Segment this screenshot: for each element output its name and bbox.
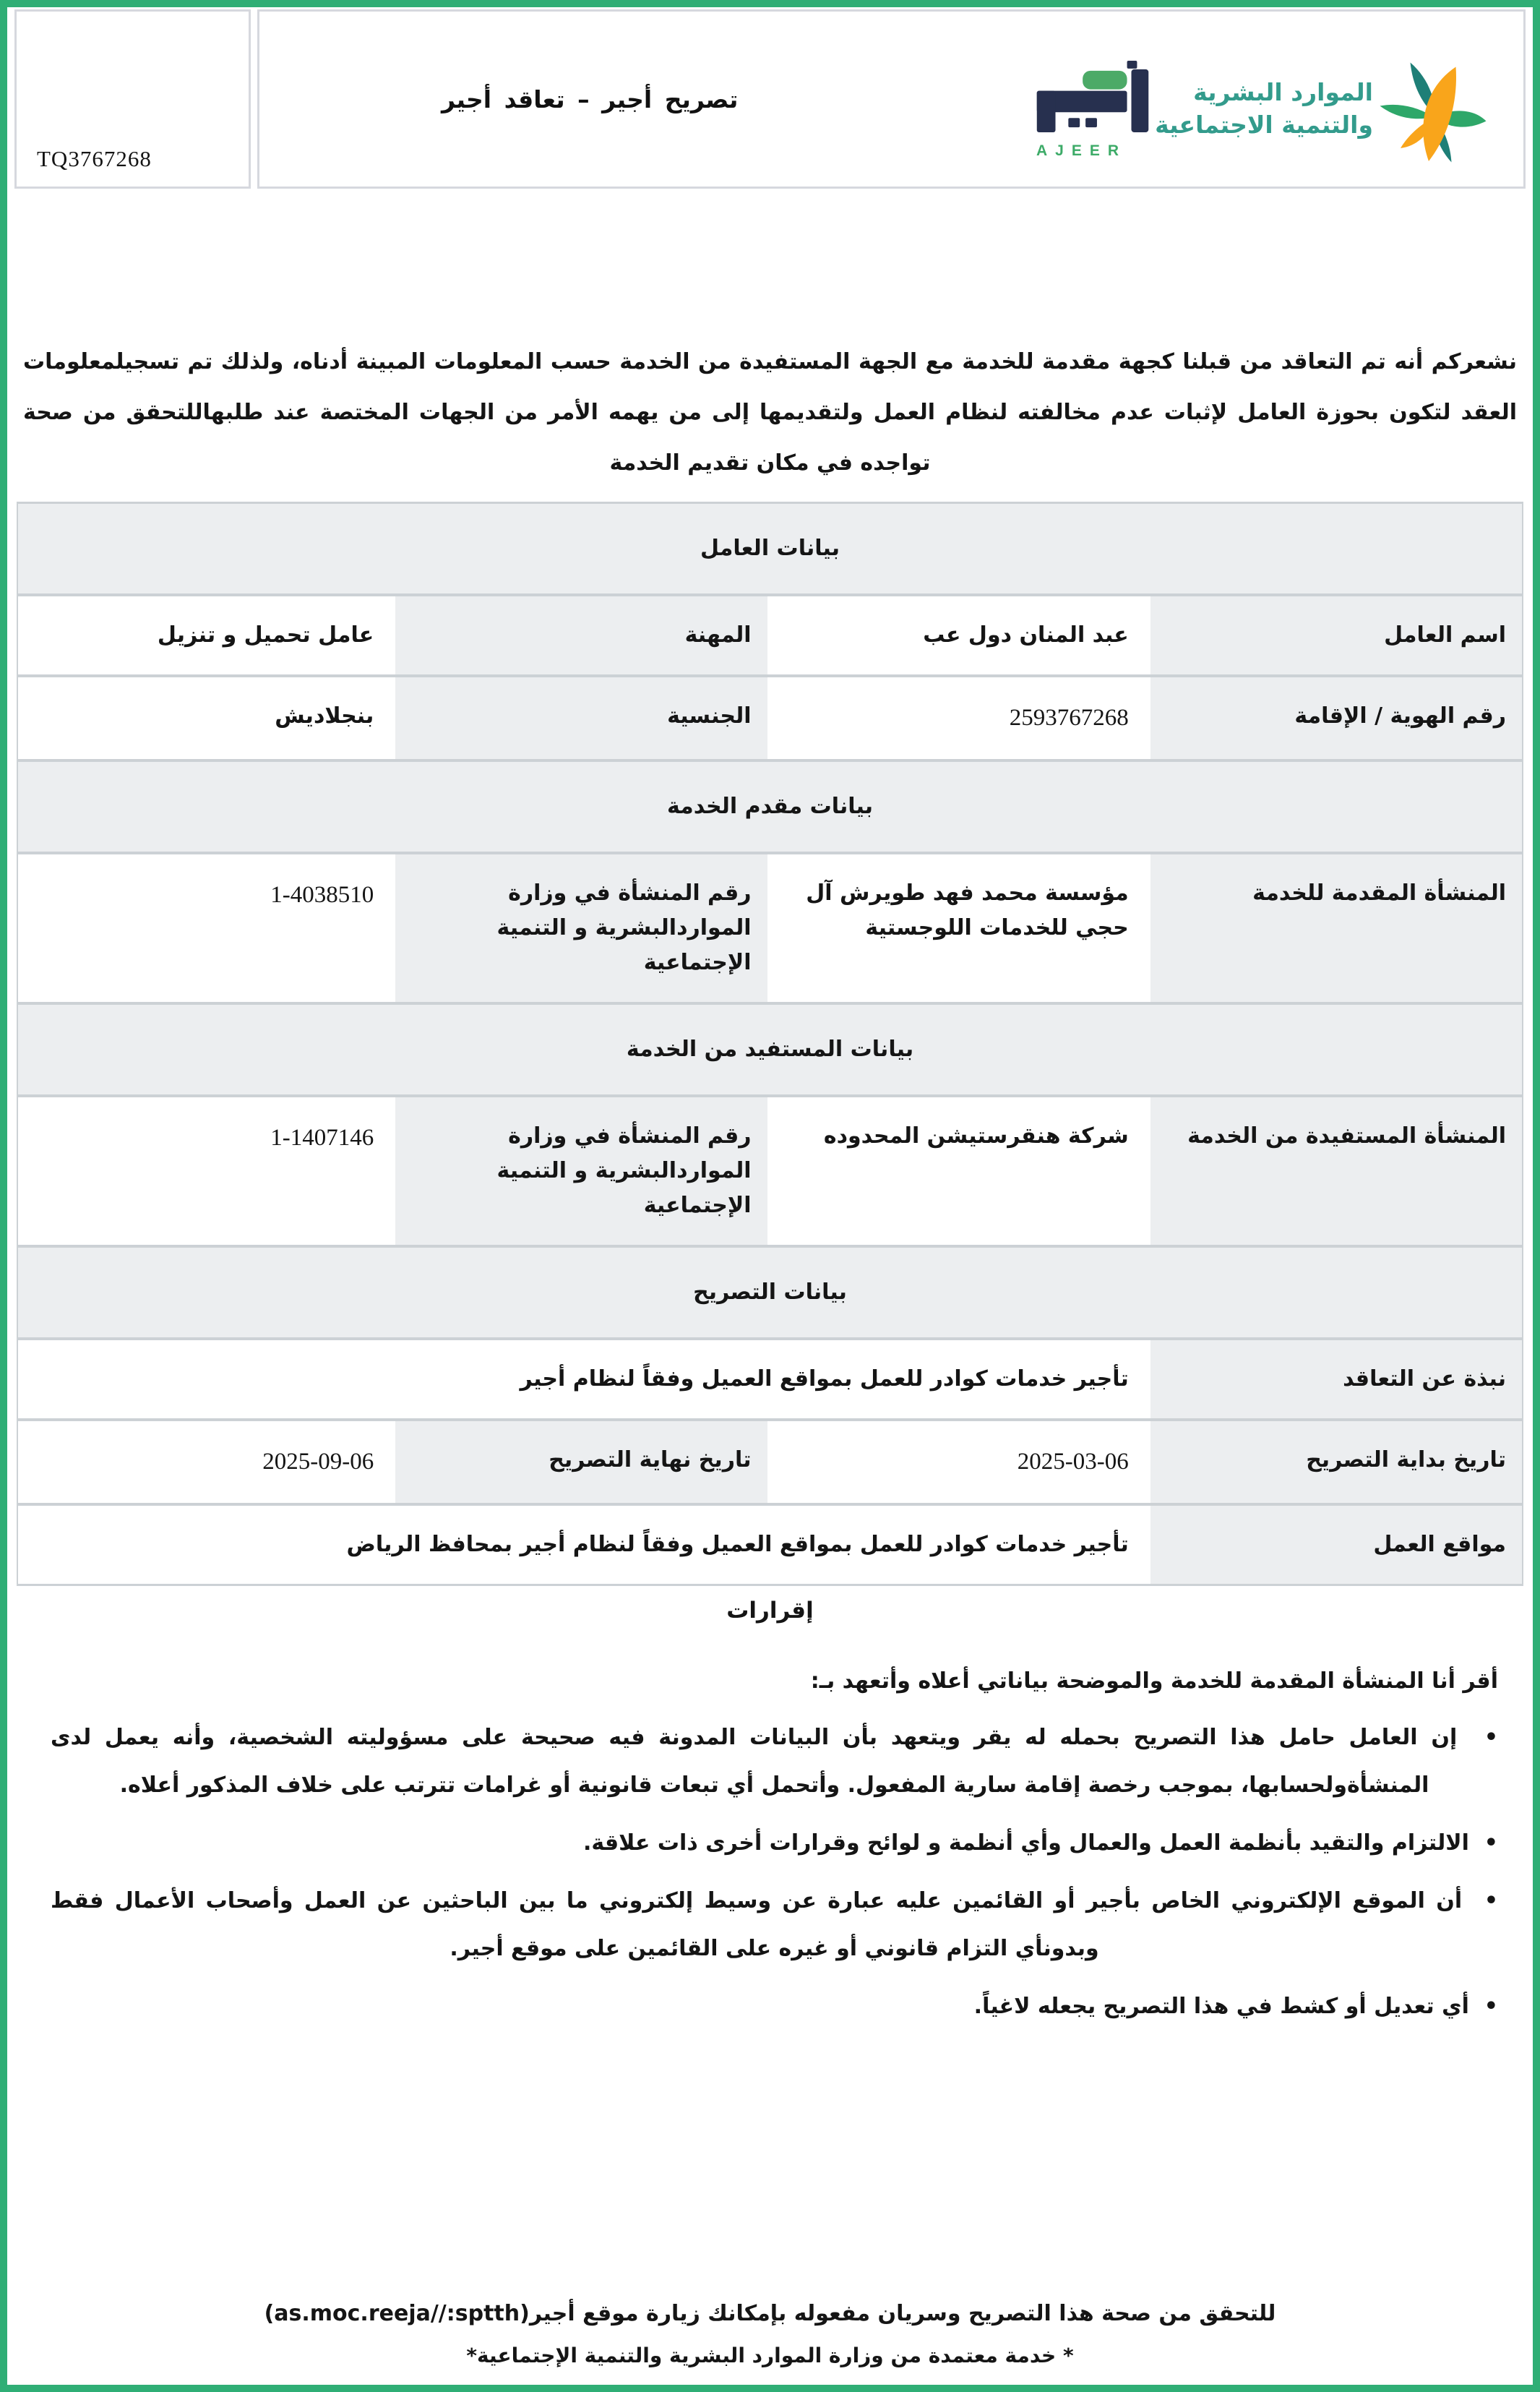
permit-locations-value: تأجير خدمات كوادر للعمل بمواقع العميل وفقاً لنظام أجير بمحافظ الرياض — [18, 1506, 1145, 1584]
declarations-title: إقرارات — [726, 1597, 814, 1624]
declarations-intro: أقر أنا المنشأة المقدمة للخدمة والموضحة بياناتي أعلاه وأتعهد بـ: — [810, 1668, 1498, 1694]
ministry-logo — [1155, 55, 1487, 163]
permit-about-value: تأجير خدمات كوادر للعمل بمواقع العميل وفقاً لنظام أجير — [18, 1340, 1145, 1418]
beneficiary-name-label: المنشأة المستفيدة من الخدمة — [1150, 1097, 1522, 1245]
worker-name-row — [18, 596, 1522, 674]
worker-nationality-value: بنجلاديش — [18, 677, 390, 759]
permit-number: TQ3767268 — [37, 146, 152, 171]
footer-verify-line: للتحقق من صحة هذا التصريح وسريان مفعوله بإمكانك زيارة موقع أجير(as.moc.reeja//:sptth) — [264, 2301, 1276, 2326]
footer-accredited-line: * خدمة معتمدة من وزارة الموارد البشرية والتنمية الإجتماعية* — [466, 2344, 1074, 2367]
ministry-name — [1155, 77, 1373, 141]
permit-end-value: 2025-09-06 — [18, 1421, 390, 1503]
ajeer-logo-text: AJEER — [1036, 142, 1127, 159]
declarations-list — [51, 1714, 1498, 2031]
footer — [7, 2301, 1533, 2367]
beneficiary-name-value: شركة هنقرستيشن المحدوده — [773, 1097, 1145, 1245]
page-title: تصريح أجير – تعاقد أجير — [442, 85, 739, 113]
worker-profession-label: المهنة — [395, 596, 767, 674]
ministry-name-line2: والتنمية الاجتماعية — [1155, 111, 1373, 139]
permit-table — [17, 502, 1523, 1586]
beneficiary-number-value: 1-1407146 — [18, 1097, 390, 1245]
worker-id-value: 2593767268 — [773, 677, 1145, 759]
permit-start-label: تاريخ بداية التصريح — [1150, 1421, 1522, 1503]
permit-start-value: 2025-03-06 — [773, 1421, 1145, 1503]
ministry-emblem-icon — [1379, 55, 1487, 163]
provider-number-label: رقم المنشأة في وزارة المواردالبشرية و التنمية الإجتماعية — [395, 854, 767, 1002]
ministry-name-line1: الموارد البشرية — [1193, 78, 1373, 107]
provider-row — [18, 854, 1522, 1002]
worker-id-label: رقم الهوية / الإقامة — [1150, 677, 1522, 759]
permit-end-label: تاريخ نهاية التصريح — [395, 1421, 767, 1503]
declaration-item: • أن الموقع الإلكتروني الخاص بأجير أو القائمين عليه عبارة عن وسيط إلكتروني ما بين الباحثين عن العمل وأصحاب الأعمال فقط وبدونأي التزام قانوني أو غيره على القائمين على موقع أجير. — [51, 1877, 1498, 1973]
section-beneficiary-title: بيانات المستفيد من الخدمة — [18, 1005, 1522, 1094]
section-permit-title: بيانات التصريح — [18, 1248, 1522, 1337]
declaration-item: • أي تعديل أو كشط في هذا التصريح يجعله لاغياً. — [51, 1983, 1498, 2031]
permit-about-row — [18, 1340, 1522, 1418]
provider-name-label: المنشأة المقدمة للخدمة — [1150, 854, 1522, 1002]
header — [14, 9, 1526, 189]
worker-nationality-label: الجنسية — [395, 677, 767, 759]
declarations-section — [51, 1668, 1498, 2031]
section-beneficiary-row — [18, 1005, 1522, 1094]
worker-profession-value: عامل تحميل و تنزيل — [18, 596, 390, 674]
beneficiary-row — [18, 1097, 1522, 1245]
header-main-box — [257, 9, 1526, 189]
beneficiary-number-label: رقم المنشأة في وزارة المواردالبشرية و التنمية الإجتماعية — [395, 1097, 767, 1245]
ajeer-logo — [1036, 59, 1159, 160]
ajeer-wordmark-icon — [1036, 59, 1152, 134]
intro-paragraph: نشعركم أنه تم التعاقد من قبلنا كجهة مقدمة للخدمة مع الجهة المستفيدة من الخدمة حسب المعلومات المبينة أدناه، ولذلك تم تسجيلمعلومات العقد لتكون بحوزة العامل لإثبات عدم مخالفته لنظام العمل ولتقديمها إلى من يهمه الأمر من الجهات المختصة عند طلبهاللتحقق من صحة تواجده في مكان تقديم الخدمة — [23, 349, 1517, 476]
worker-name-value: عبد المنان دول عب — [773, 596, 1145, 674]
provider-number-value: 1-4038510 — [18, 854, 390, 1002]
permit-number-box — [14, 9, 251, 189]
permit-dates-row — [18, 1421, 1522, 1503]
provider-name-value: مؤسسة محمد فهد طويرش آل حجي للخدمات اللوجستية — [773, 854, 1145, 1002]
section-provider-title: بيانات مقدم الخدمة — [18, 762, 1522, 852]
permit-locations-row — [18, 1506, 1522, 1584]
worker-name-label: اسم العامل — [1150, 596, 1522, 674]
worker-id-row — [18, 677, 1522, 759]
section-worker-row — [18, 504, 1522, 593]
declaration-item: • الالتزام والتقيد بأنظمة العمل والعمال وأي أنظمة و لوائح وقرارات أخرى ذات علاقة. — [51, 1819, 1498, 1867]
permit-locations-label: مواقع العمل — [1150, 1506, 1522, 1584]
section-permit-row — [18, 1248, 1522, 1337]
declaration-item: • إن العامل حامل هذا التصريح بحمله له يقر ويتعهد بأن البيانات المدونة فيه صحيحة على مسؤوليته الشخصية، وأنه يعمل لدى المنشأةولحسابها، بموجب رخصة إقامة سارية المفعول. وأتحمل أي تبعات قانونية أو غرامات تترتب على خلاف المذكور أعلاه. — [51, 1714, 1498, 1809]
section-provider-row — [18, 762, 1522, 852]
section-worker-title: بيانات العامل — [18, 504, 1522, 593]
permit-about-label: نبذة عن التعاقد — [1150, 1340, 1522, 1418]
